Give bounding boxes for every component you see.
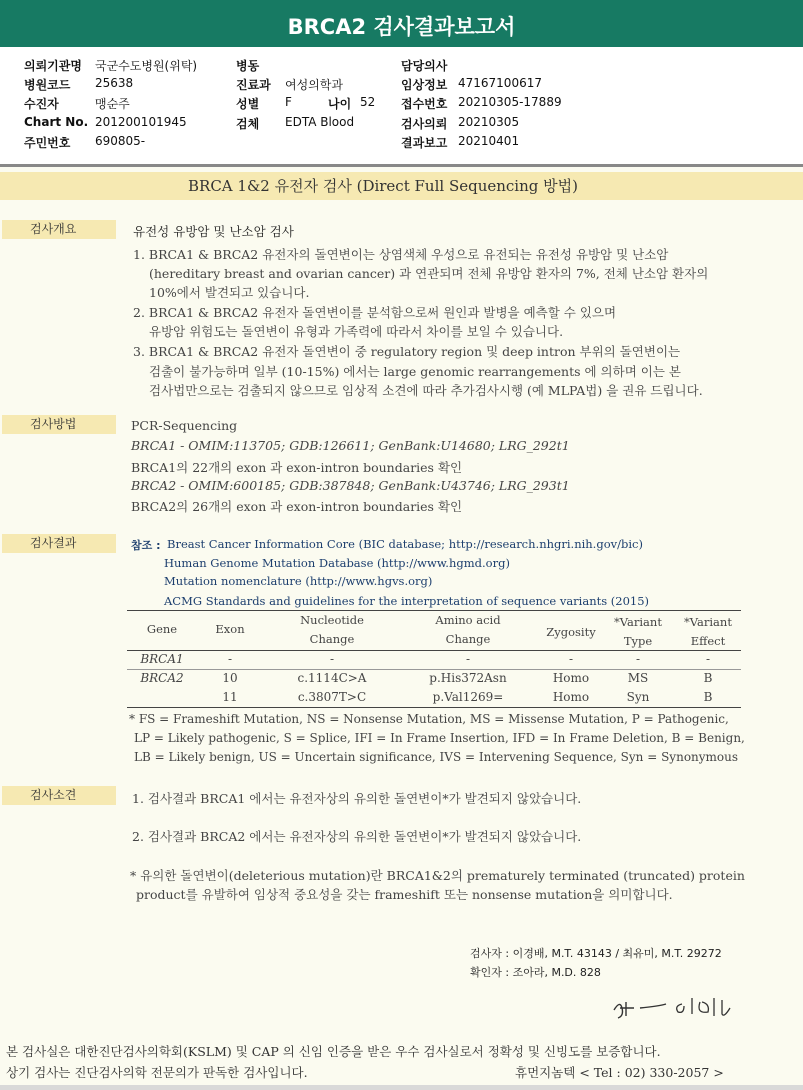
footer-note: 상기 검사는 진단검사의학 전문의가 판독한 검사입니다.: [6, 1065, 308, 1080]
table-cell: Homo: [552, 690, 590, 704]
table-header: Zygosity: [546, 625, 596, 639]
method-line: BRCA2의 26개의 exon 과 exon-intron boundaries 확인: [131, 499, 463, 514]
patient-value: 맹순주: [95, 97, 130, 111]
table-cell: B: [703, 690, 713, 704]
method-line: BRCA2 - OMIM:600185; GDB:387848; GenBank:U43746; LRG_293t1: [131, 478, 570, 493]
table-header: Nucleotide: [300, 613, 364, 627]
section-label-method: 검사방법: [2, 415, 116, 434]
dept-label: 진료과: [236, 78, 271, 92]
reported-label: 결과보고: [401, 136, 448, 150]
table-cell: -: [465, 652, 471, 666]
table-cell: c.3807T>C: [297, 690, 367, 704]
reported-value: 20210401: [458, 134, 520, 148]
tested-by: 검사자 : 이경배, M.T. 43143 / 최유미, M.T. 29272: [470, 947, 722, 960]
resid-label: 주민번호: [24, 136, 71, 150]
overview-line: 3. BRCA1 & BRCA2 유전자 돌연변이 중 regulatory region 및 deep intron 부위의 돌연변이는: [133, 344, 681, 359]
table-footnote: LP = Likely pathogenic, S = Splice, IFI = In Frame Insertion, IFD = In Frame Deletion, B = Benign,: [134, 731, 745, 745]
requested-label: 검사의뢰: [401, 117, 448, 131]
overview-line: (hereditary breast and ovarian cancer) 과 연관되며 전체 유방암 환자의 7%, 전체 난소암 환자의: [149, 266, 709, 281]
receipt-label: 접수번호: [401, 97, 448, 111]
method-line: BRCA1 - OMIM:113705; GDB:126611; GenBank:U14680; LRG_292t1: [131, 438, 570, 453]
finding-line: 2. 검사결과 BRCA2 에서는 유전자상의 유의한 돌연변이*가 발견되지 않았습니다.: [132, 829, 582, 844]
table-rule: [127, 610, 741, 611]
institution-value: 국군수도병원(위탁): [95, 59, 198, 73]
overview-line: 10%에서 발견되고 있습니다.: [149, 285, 310, 300]
table-header: Exon: [215, 622, 245, 636]
overview-line: 유방암 위험도는 돌연변이 유형과 가족력에 따라서 차이를 보일 수 있습니다.: [149, 324, 564, 339]
specimen-label: 검체: [236, 117, 260, 131]
doctor-label: 담당의사: [401, 59, 448, 73]
finding-note: product를 유발하여 임상적 중요성을 갖는 frameshift 또는 nonsense mutation을 의미합니다.: [136, 887, 673, 902]
overview-line: 2. BRCA1 & BRCA2 유전자 돌연변이를 분석함으로써 원인과 발병을 예측할 수 있으며: [133, 305, 617, 320]
reference-link[interactable]: ACMG Standards and guidelines for the interpretation of sequence variants (2015): [164, 594, 650, 608]
overview-line: 검사법만으로는 검출되지 않으므로 임상적 소견에 따라 추가검사시행 (예 MLPA법) 을 권유 드립니다.: [149, 383, 703, 398]
patient-label: 수진자: [24, 97, 59, 111]
section-label-result: 검사결과: [2, 534, 116, 553]
requested-value: 20210305: [458, 115, 520, 129]
hospcode-label: 병원코드: [24, 78, 71, 92]
reference-label: 참조 :: [131, 539, 161, 552]
ward-label: 병동: [236, 59, 260, 73]
age-label: 나이: [328, 97, 352, 111]
report-title: BRCA2 검사결과보고서: [0, 0, 803, 47]
reference-link[interactable]: Breast Cancer Information Core (BIC database; http://research.nhgri.nih.gov/bic): [167, 537, 643, 551]
table-header: Type: [623, 634, 653, 648]
table-cell: -: [568, 652, 574, 666]
table-cell: BRCA2: [140, 671, 184, 685]
clinical-label: 임상정보: [401, 78, 448, 92]
section-label-findings: 검사소견: [2, 786, 116, 805]
specimen-value: EDTA Blood: [285, 115, 355, 129]
table-header: Gene: [146, 622, 178, 636]
receipt-value: 20210305-17889: [458, 95, 562, 109]
overview-line: 1. BRCA1 & BRCA2 유전자의 돌연변이는 상염색체 우성으로 유전되는 유전성 유방암 및 난소암: [133, 247, 669, 262]
table-cell: -: [635, 652, 641, 666]
table-rule: [127, 669, 741, 670]
reference-link[interactable]: Human Genome Mutation Database (http://www.hgmd.org): [164, 556, 510, 570]
table-cell: MS: [627, 671, 649, 685]
table-cell: 10: [222, 671, 238, 685]
table-rule: [127, 707, 741, 708]
hospcode-value: 25638: [95, 76, 134, 90]
resid-value: 690805-: [95, 134, 146, 148]
table-header: Amino acid: [435, 613, 501, 627]
overview-line: 검출이 불가능하며 일부 (10-15%) 에서는 large genomic rearrangements 에 의하며 이는 본: [149, 364, 681, 379]
sex-label: 성별: [236, 97, 260, 111]
age-value: 52: [360, 95, 376, 109]
table-cell: -: [705, 652, 711, 666]
patient-info-panel: [0, 47, 803, 165]
overview-heading: 유전성 유방암 및 난소암 검사: [133, 224, 294, 239]
table-cell: -: [227, 652, 233, 666]
table-cell: p.Val1269=: [432, 690, 504, 704]
table-cell: BRCA1: [140, 652, 184, 666]
table-header: *Variant: [684, 615, 732, 629]
table-header: Effect: [690, 634, 726, 648]
banner-title: BRCA 1&2 유전자 검사 (Direct Full Sequencing 방법): [188, 177, 578, 195]
sex-value: F: [285, 95, 292, 109]
table-cell: -: [329, 652, 335, 666]
table-header: Change: [445, 632, 491, 646]
dept-value: 여성의학과: [285, 78, 343, 92]
table-cell: B: [703, 671, 713, 685]
table-cell: Homo: [552, 671, 590, 685]
finding-line: 1. 검사결과 BRCA1 에서는 유전자상의 유의한 돌연변이*가 발견되지 않았습니다.: [132, 791, 582, 806]
table-cell: 11: [222, 690, 238, 704]
clinical-value: 47167100617: [458, 76, 542, 90]
finding-note: * 유의한 돌연변이(deleterious mutation)란 BRCA1&2의 prematurely terminated (truncated) protein: [130, 868, 745, 883]
table-cell: c.1114C>A: [297, 671, 367, 685]
chart-value: 201200101945: [95, 115, 187, 129]
table-cell: Syn: [626, 690, 650, 704]
handwritten-signature: [600, 988, 750, 1028]
method-line: BRCA1의 22개의 exon 과 exon-intron boundaries 확인: [131, 460, 463, 475]
table-header: *Variant: [614, 615, 662, 629]
method-line: PCR-Sequencing: [131, 418, 238, 433]
table-footnote: * FS = Frameshift Mutation, NS = Nonsense Mutation, MS = Missense Mutation, P = Pathogenic,: [129, 712, 729, 726]
table-rule: [127, 650, 741, 651]
test-banner: [0, 172, 803, 200]
footer-contact: 휴먼지놈텍 < Tel : 02) 330-2057 >: [515, 1065, 724, 1080]
chart-label: Chart No.: [24, 115, 89, 129]
reference-link[interactable]: Mutation nomenclature (http://www.hgvs.org): [164, 574, 433, 588]
confirmed-by: 확인자 : 조아라, M.D. 828: [470, 966, 601, 979]
section-label-overview: 검사개요: [2, 220, 116, 239]
table-cell: p.His372Asn: [429, 671, 507, 685]
table-header: Change: [309, 632, 355, 646]
footer-accreditation: 본 검사실은 대한진단검사의학회(KSLM) 및 CAP 의 신임 인증을 받은 우수 검사실로서 정확성 및 신빙도를 보증합니다.: [6, 1044, 661, 1059]
institution-label: 의뢰기관명: [24, 59, 82, 73]
table-footnote: LB = Likely benign, US = Uncertain significance, IVS = Intervening Sequence, Syn = Synonymous: [134, 750, 739, 764]
bottom-bar: [0, 1085, 803, 1090]
